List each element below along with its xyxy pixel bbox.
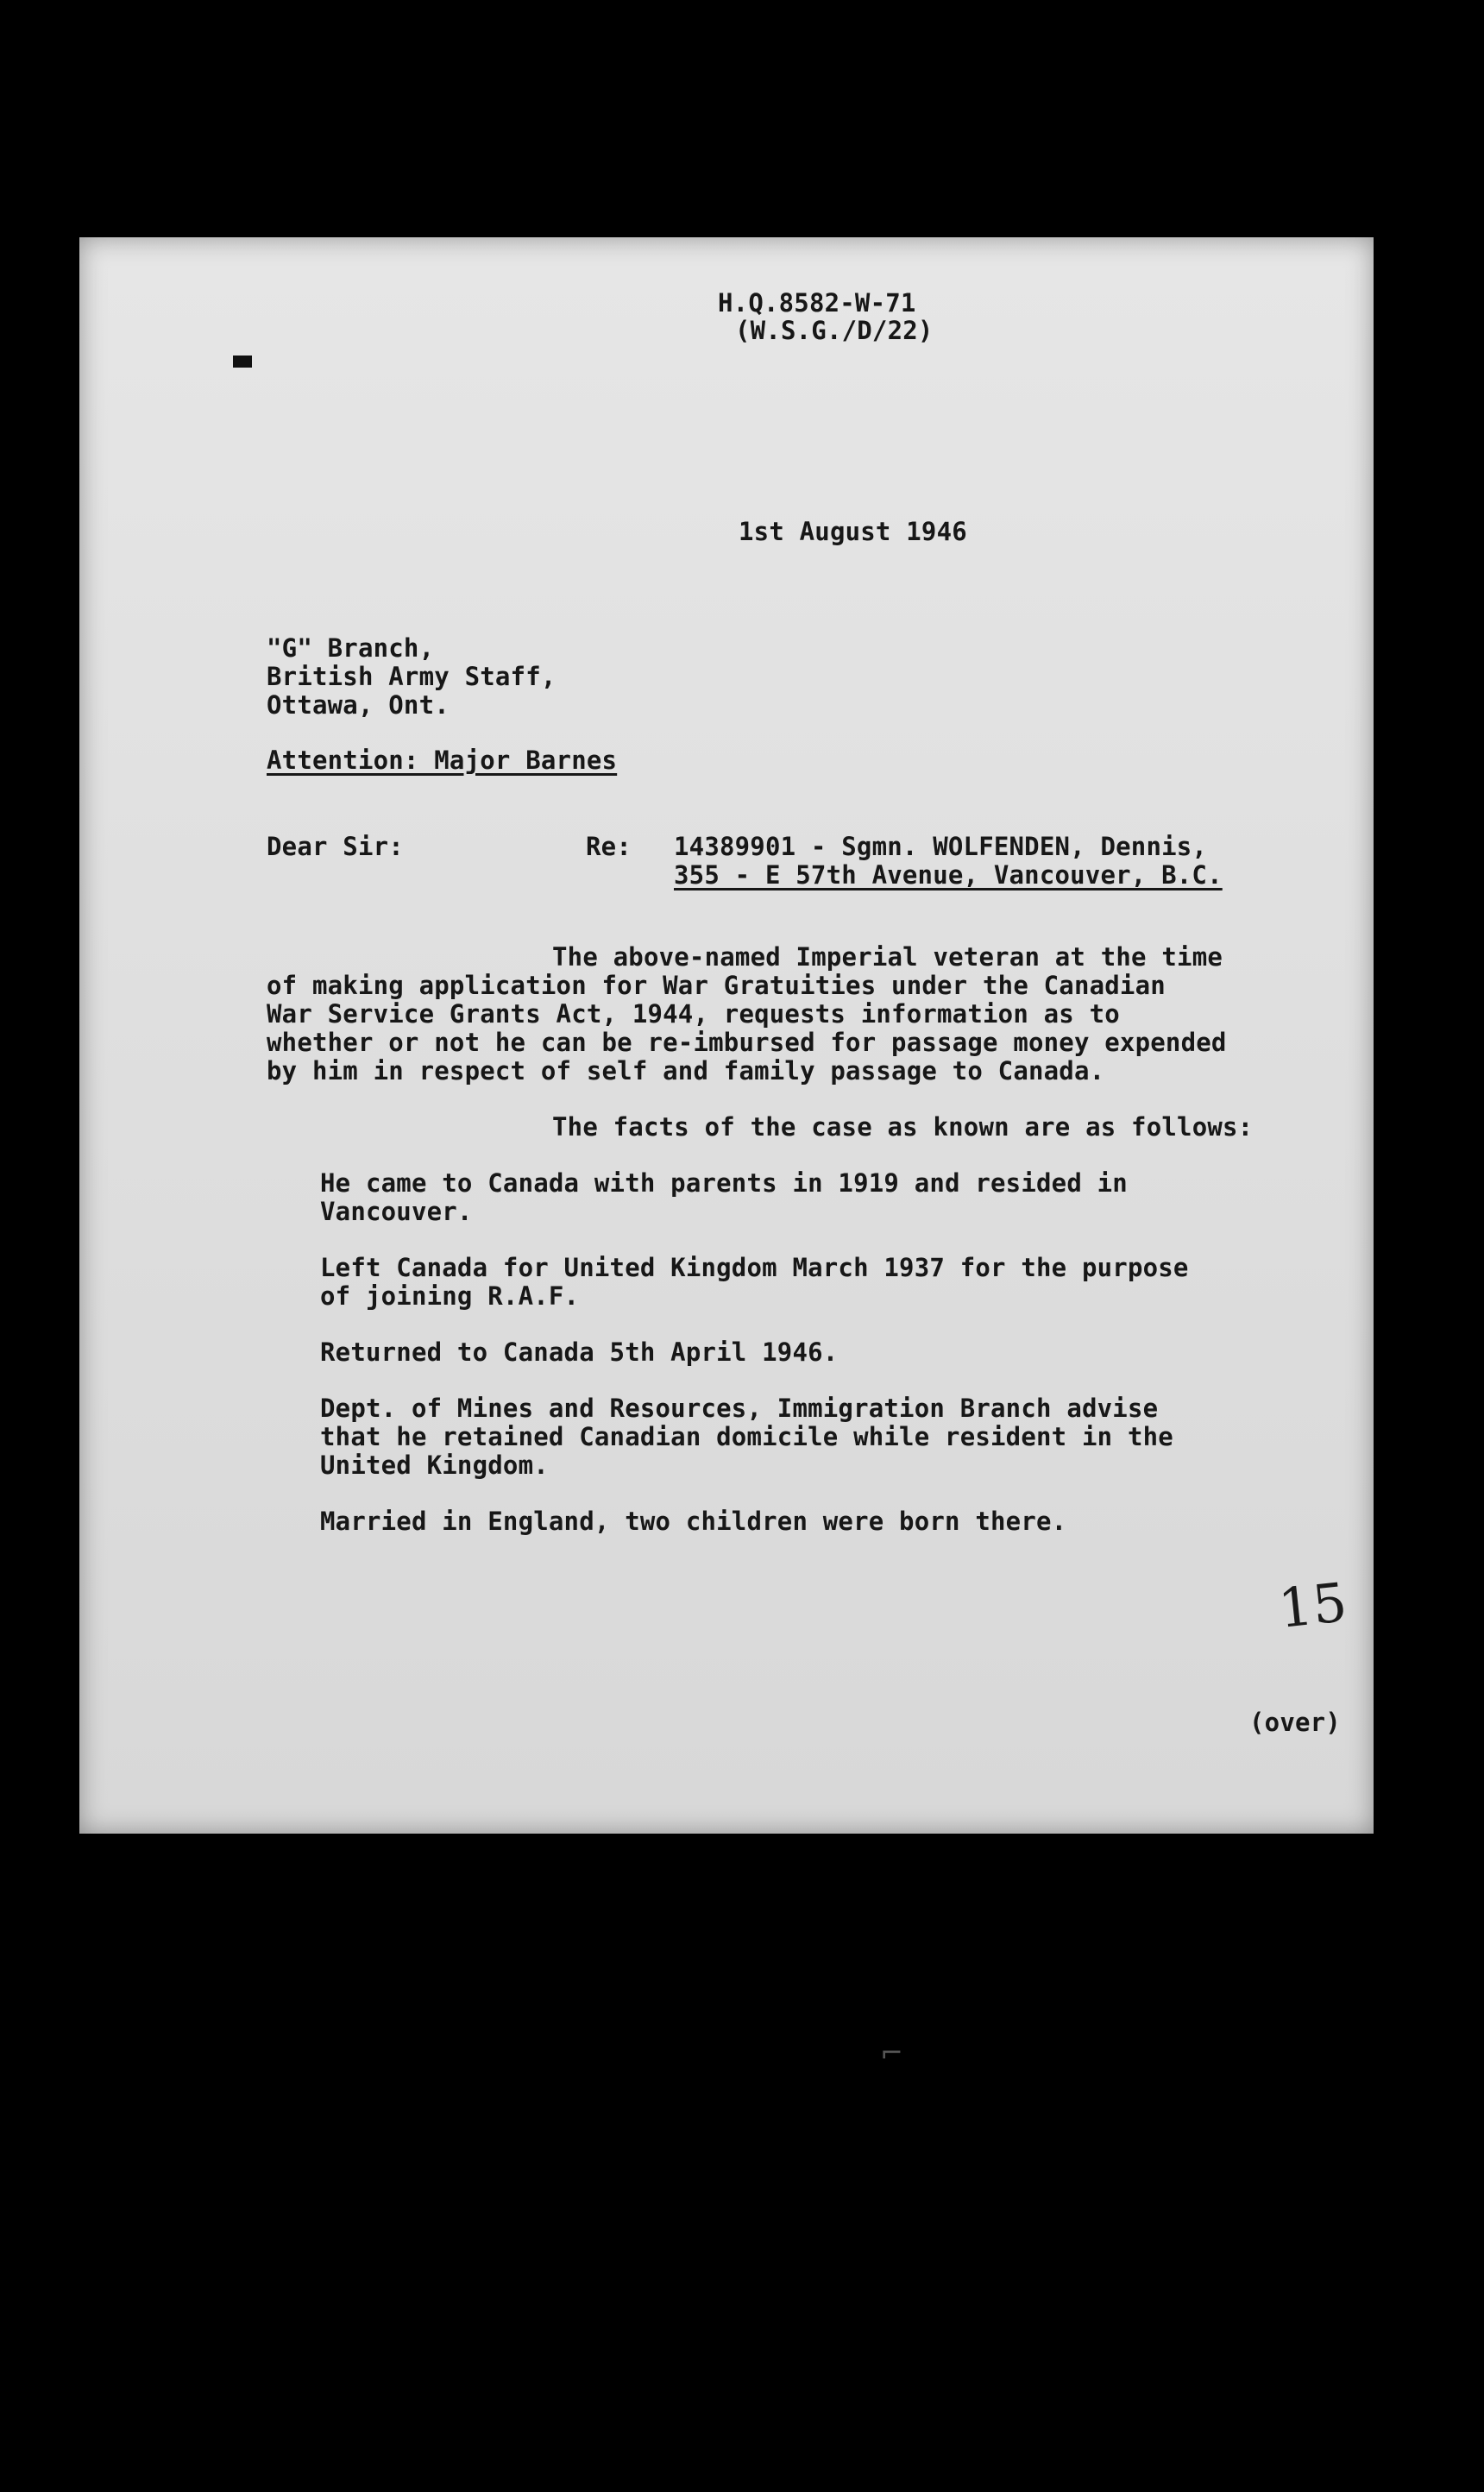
fact-1-line-1: He came to Canada with parents in 1919 and resided in — [320, 1168, 1128, 1198]
scan-speck: ⌐ — [880, 2036, 903, 2069]
paragraph-1-line-5: by him in respect of self and family passage to Canada. — [267, 1056, 1105, 1086]
fact-4-line-2: that he retained Canadian domicile while resident in the — [320, 1422, 1173, 1451]
paragraph-1-line-1: The above-named Imperial veteran at the time — [552, 942, 1223, 972]
fact-1-line-2: Vancouver. — [320, 1197, 473, 1226]
recipient-line-3: Ottawa, Ont. — [267, 690, 450, 720]
fact-4-line-1: Dept. of Mines and Resources, Immigration Branch advise — [320, 1394, 1159, 1423]
re-line-1: 14389901 - Sgmn. WOLFENDEN, Dennis, — [674, 832, 1208, 861]
fact-2-line-2: of joining R.A.F. — [320, 1281, 580, 1311]
letter-page — [79, 237, 1374, 1834]
paragraph-1-line-4: whether or not he can be re-imbursed for passage money expended — [267, 1028, 1227, 1057]
facts-intro: The facts of the case as known are as follows: — [552, 1112, 1254, 1142]
fact-5: Married in England, two children were born there. — [320, 1507, 1067, 1536]
file-reference: H.Q.8582-W-71 — [718, 288, 916, 318]
fact-4-line-3: United Kingdom. — [320, 1451, 549, 1480]
recipient-line-1: "G" Branch, — [267, 633, 435, 663]
recipient-line-2: British Army Staff, — [267, 662, 556, 691]
attention-line: Attention: Major Barnes — [267, 746, 618, 775]
letter-date: 1st August 1946 — [739, 517, 967, 546]
salutation: Dear Sir: — [267, 832, 404, 861]
ink-smudge — [233, 356, 252, 368]
handwritten-page-number: 15 — [1275, 1570, 1350, 1640]
paragraph-1-line-2: of making application for War Gratuities under the Canadian — [267, 971, 1166, 1000]
re-label: Re: — [586, 832, 632, 861]
fact-2-line-1: Left Canada for United Kingdom March 1937 for the purpose — [320, 1253, 1189, 1282]
fact-3: Returned to Canada 5th April 1946. — [320, 1337, 839, 1367]
sub-reference: (W.S.G./D/22) — [735, 316, 934, 345]
paragraph-1-line-3: War Service Grants Act, 1944, requests information as to — [267, 999, 1120, 1029]
over-note: (over) — [1249, 1708, 1341, 1737]
re-line-2: 355 - E 57th Avenue, Vancouver, B.C. — [674, 860, 1223, 890]
